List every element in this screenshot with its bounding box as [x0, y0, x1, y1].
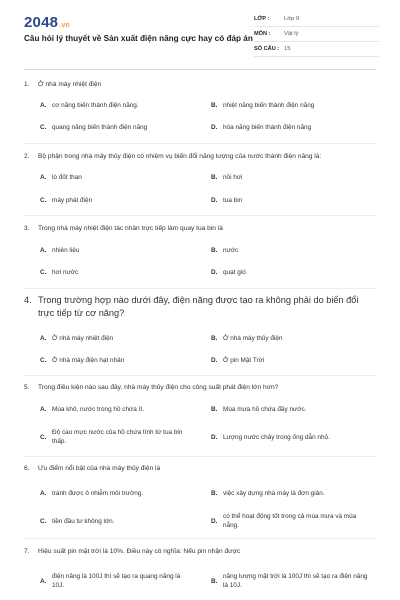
meta-subject-row: [254, 27, 379, 42]
option-c[interactable]: C. hơi nước: [40, 269, 79, 276]
option-d[interactable]: D. quạt gió: [211, 269, 246, 276]
option-b[interactable]: B. Mùa mưa hồ chứa đầy nước.: [211, 406, 307, 413]
option-a[interactable]: A. Mùa khô, nước trong hồ chứa ít.: [40, 406, 144, 413]
option-b[interactable]: B. nước: [211, 247, 239, 254]
question-divider: [24, 538, 376, 539]
meta-label: LỚP :: [254, 16, 270, 22]
meta-value: 15: [284, 46, 291, 52]
question-divider: [24, 143, 376, 144]
logo-text: 2048: [24, 14, 59, 31]
question-divider: [24, 288, 376, 289]
option-b[interactable]: B. nồi hơi: [211, 174, 243, 181]
option-a[interactable]: A. điện năng là 100J thì sẽ tạo ra quang năng là 10J.: [40, 573, 181, 589]
meta-label: SỐ CÂU :: [254, 46, 280, 52]
question-5: [24, 383, 380, 392]
question-1: [24, 80, 380, 89]
question-text: 3. Trong nhà máy nhiệt điện tác nhân trực tiếp làm quay tua bin là: [24, 225, 223, 232]
question-7: [24, 547, 380, 556]
page-header: [0, 0, 400, 78]
option-c[interactable]: C. Độ cao mực nước của hồ chứa tính từ tua bin thấp.: [40, 429, 183, 445]
option-b[interactable]: B. nhiệt năng biến thành điện năng: [211, 102, 315, 109]
option-c[interactable]: C. Ở nhà máy điện hạt nhân: [40, 357, 125, 364]
option-a[interactable]: A. lò đốt than: [40, 174, 82, 181]
site-logo[interactable]: [24, 14, 70, 31]
question-text: 2. Bộ phận trong nhà máy thủy điện có nhiệm vụ biến đổi năng lượng của nước thành điện năng là:: [24, 153, 322, 160]
meta-class-row: [254, 12, 379, 27]
logo-suffix: .vn: [59, 22, 70, 29]
question-divider: [24, 456, 376, 457]
option-a[interactable]: A. Ở nhà máy nhiệt điện: [40, 335, 114, 342]
meta-label: MÔN :: [254, 31, 271, 37]
option-a[interactable]: A. cơ năng biến thành điện năng.: [40, 102, 139, 109]
document-meta: [254, 12, 379, 57]
option-b[interactable]: B. năng lượng mặt trời là 100J thì sẽ tạo ra điện năng là 10J.: [211, 573, 368, 589]
option-c[interactable]: C. tiền đầu tư không lớn.: [40, 518, 115, 525]
option-d[interactable]: D. hóa năng biến thành điện năng: [211, 124, 312, 131]
option-a[interactable]: A. nhiên liệu: [40, 247, 80, 254]
question-text: 5. Trong điều kiện nào sau đây, nhà máy thủy điện cho công suất phát điện lớn hơn?: [24, 384, 279, 391]
option-d[interactable]: D. Lượng nước chảy trong ống dẫn nhỏ.: [211, 434, 330, 441]
header-divider: [24, 69, 376, 70]
question-3: [24, 224, 380, 233]
question-2: [24, 152, 380, 161]
meta-value: Lớp 9: [284, 16, 300, 22]
option-c[interactable]: C. máy phát điện: [40, 197, 93, 204]
question-text: 1. Ở nhà máy nhiệt điện: [24, 81, 102, 88]
question-6: [24, 464, 380, 473]
meta-value: Vật lý: [284, 31, 299, 37]
question-text: 4. Trong trường hợp nào dưới đây, điện năng được tạo ra không phải do biến đổi trực tiếp từ cơ năng?: [24, 295, 359, 318]
option-c[interactable]: C. quang năng biến thành điện năng: [40, 124, 148, 131]
question-divider: [24, 375, 376, 376]
meta-count-row: [254, 42, 379, 57]
question-text: 7. Hiệu suất pin mặt trời là 10%. Điều này có nghĩa: Nếu pin nhận được: [24, 548, 241, 555]
question-divider: [24, 215, 376, 216]
option-d[interactable]: D. tua bin: [211, 197, 243, 204]
option-b[interactable]: B. Ở nhà máy thủy điện: [211, 335, 283, 342]
document-title: Câu hỏi lý thuyết về Sản xuất điện năng cực hay có đáp án: [24, 34, 253, 43]
question-text: 6. Ưu điểm nổi bật của nhà máy thủy điện là: [24, 465, 161, 472]
option-d[interactable]: D. Ở pin Mặt Trời: [211, 357, 265, 364]
option-b[interactable]: B. việc xây dựng nhà máy là đơn giản.: [211, 490, 325, 497]
question-4: [24, 294, 380, 319]
option-d[interactable]: D. có thể hoạt động tốt trong cả mùa mưa và mùa nắng.: [211, 513, 357, 529]
option-a[interactable]: A. tránh được ô nhiễm môi trường.: [40, 490, 144, 497]
